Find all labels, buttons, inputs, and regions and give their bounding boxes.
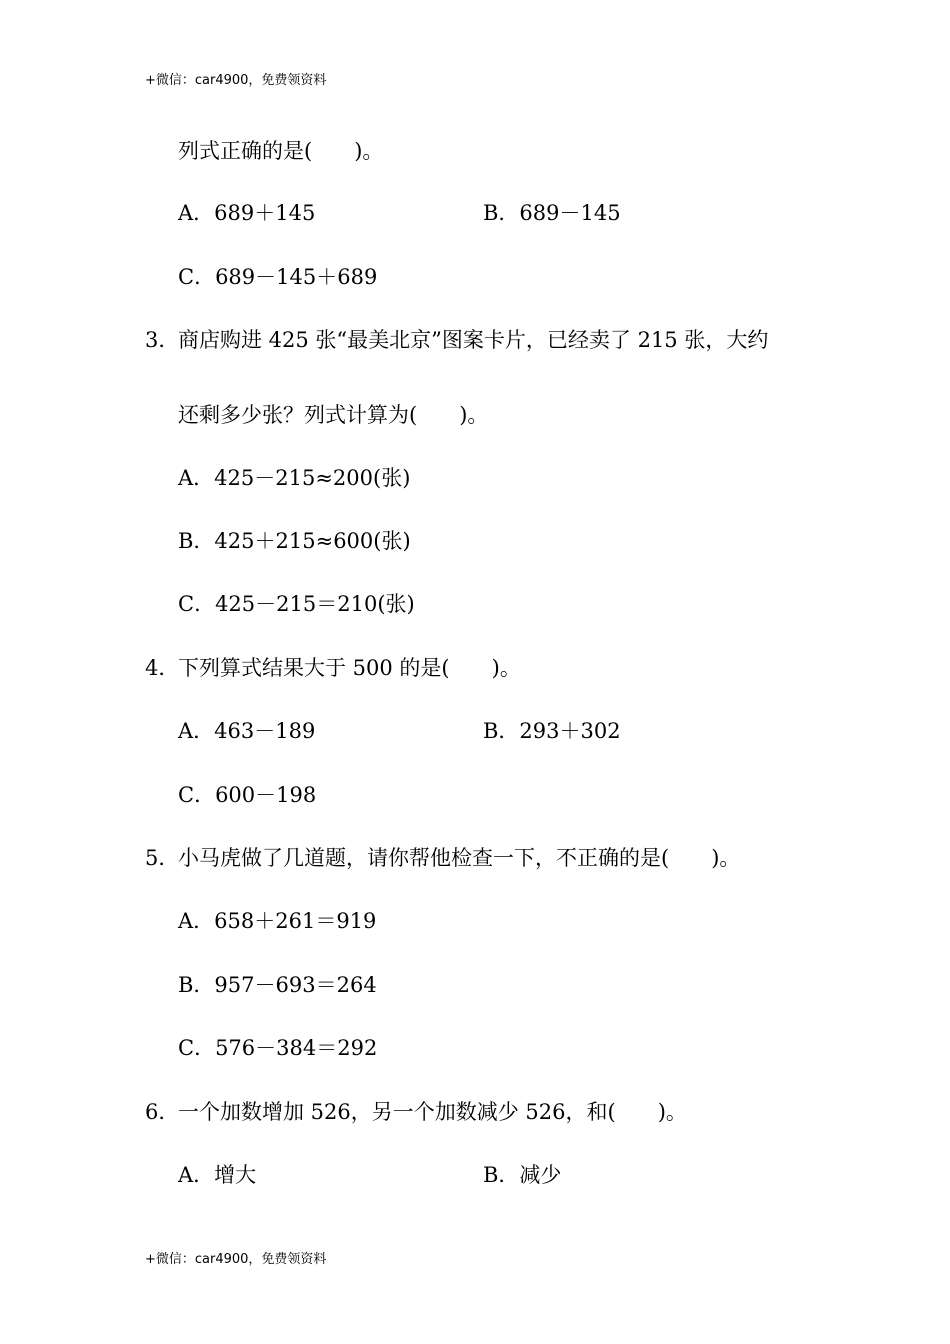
q6-stem: [145, 1102, 687, 1123]
q6-option-a: A．增大: [178, 1163, 257, 1187]
q2-option-c: C．689－145＋689: [178, 265, 378, 289]
q3-option-c: C．425－215＝210(张): [178, 592, 415, 616]
q3-stem: [145, 330, 768, 351]
q6-number: 6．: [145, 1100, 180, 1124]
q4-option-b: B．293＋302: [483, 719, 621, 743]
q3-stem-text: 商店购进 425 张“最美北京”图案卡片，已经卖了 215 张，大约: [178, 328, 769, 352]
q4-option-a: A．463－189: [178, 719, 316, 743]
q4-stem: [145, 658, 521, 679]
header-watermark-text: +微信：car4900，免费领资料: [145, 73, 327, 88]
q5-option-b: B．957－693＝264: [178, 973, 377, 997]
q2-option-b: B．689－145: [483, 201, 621, 225]
q4-option-c: C．600－198: [178, 783, 317, 807]
q4-number: 4．: [145, 656, 180, 680]
q4-stem-text: 下列算式结果大于 500 的是( )。: [178, 656, 521, 680]
q3-number: 3．: [145, 328, 180, 352]
q6-stem-text: 一个加数增加 526，另一个加数减少 526，和( )。: [178, 1100, 687, 1124]
footer-watermark-text: +微信：car4900，免费领资料: [145, 1252, 327, 1267]
q2-stem-continuation: 列式正确的是( )。: [178, 139, 384, 163]
q2-option-a: A．689＋145: [178, 201, 316, 225]
q5-option-c: C．576－384＝292: [178, 1036, 378, 1060]
q5-stem: [145, 848, 740, 869]
q3-option-a: A．425－215≈200(张): [178, 466, 411, 490]
q3-stem-continuation: 还剩多少张？列式计算为( )。: [178, 403, 489, 427]
q5-stem-text: 小马虎做了几道题，请你帮他检查一下，不正确的是( )。: [178, 846, 741, 870]
q6-option-b: B．减少: [483, 1163, 562, 1187]
q5-number: 5．: [145, 846, 180, 870]
q5-option-a: A．658＋261＝919: [178, 909, 377, 933]
q3-option-b: B．425＋215≈600(张): [178, 529, 411, 553]
